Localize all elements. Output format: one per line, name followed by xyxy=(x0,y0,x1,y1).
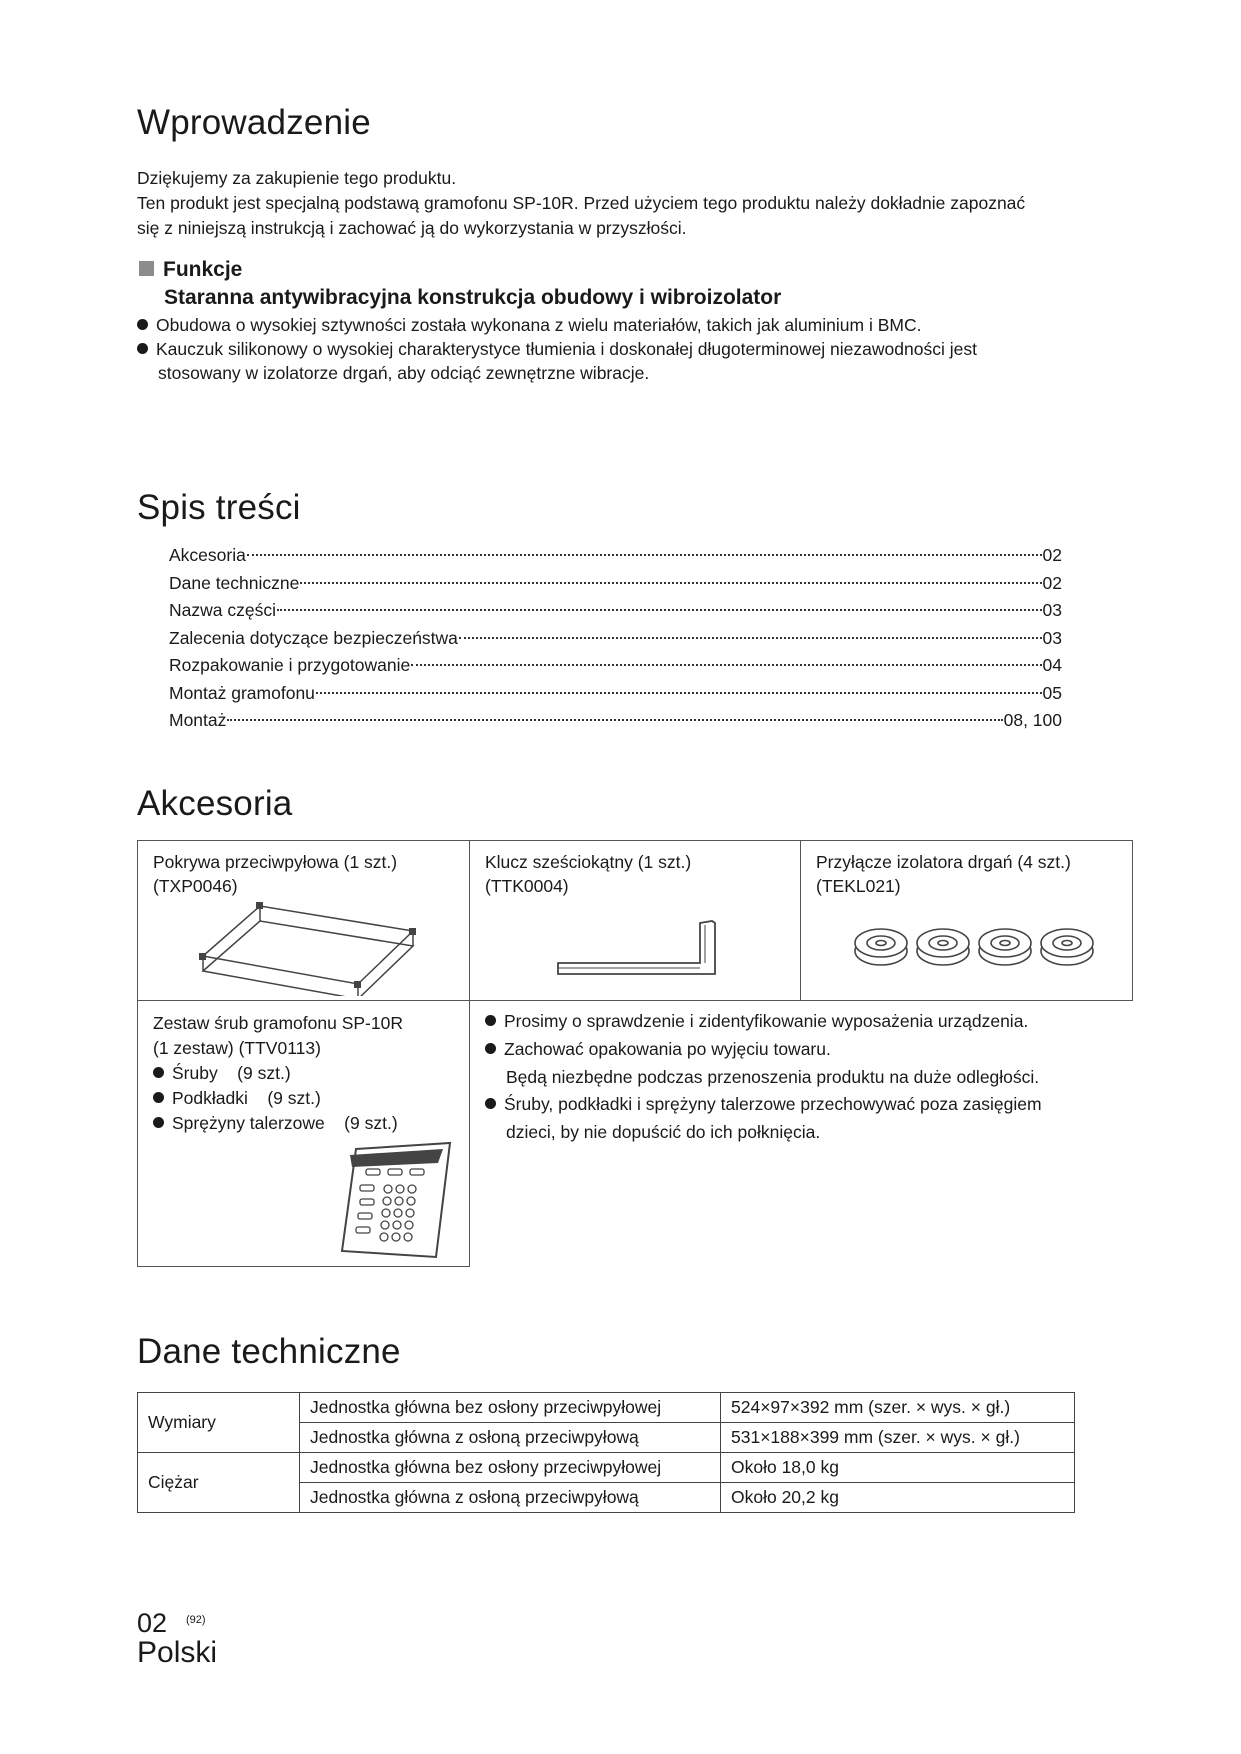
toc-list xyxy=(169,542,1062,735)
toc-item-label: Akcesoria xyxy=(169,545,246,565)
spec-value: 524×97×392 mm (szer. × wys. × gł.) xyxy=(721,1393,1075,1423)
intro-line-3: się z niniejszą instrukcją i zachować ją do wykorzystania w przyszłości. xyxy=(137,218,687,238)
toc-leader-dots xyxy=(277,609,1042,611)
toc-item-page: 03 xyxy=(1042,600,1062,620)
screw-set-item-springs xyxy=(153,1111,403,1136)
features-bullet-2-text: Kauczuk silikonowy o wysokiej charakterystyce tłumienia i doskonałej długoterminowej niezawodności jest xyxy=(156,339,977,359)
spec-desc: Jednostka główna z osłoną przeciwpyłową xyxy=(300,1423,721,1453)
toc-item xyxy=(169,680,1062,708)
washers-qty: (9 szt.) xyxy=(267,1088,321,1108)
features-heading xyxy=(139,258,242,282)
page-number: 02 xyxy=(137,1608,168,1638)
isolator-name: Przyłącze izolatora drgań (4 szt.) xyxy=(816,852,1071,872)
springs-label: Sprężyny talerzowe xyxy=(172,1113,325,1133)
accessories-title: Akcesoria xyxy=(137,784,293,823)
toc-item-page: 02 xyxy=(1042,545,1062,565)
features-bullet-2 xyxy=(137,337,977,361)
toc-item xyxy=(169,625,1062,653)
note-children xyxy=(485,1091,1042,1119)
note-children-cont: dzieci, by nie dopuścić do ich połknięcia. xyxy=(506,1122,821,1142)
features-bullet-1 xyxy=(137,313,921,337)
features-heading-text: Funkcje xyxy=(163,258,243,281)
toc-item-label: Zalecenia dotyczące bezpieczeństwa xyxy=(169,627,458,648)
note-1-text: Prosimy o sprawdzenie i zidentyfikowanie wyposażenia urządzenia. xyxy=(504,1011,1029,1031)
toc-item-page: 02 xyxy=(1042,572,1062,593)
specs-title: Dane techniczne xyxy=(137,1332,401,1371)
toc-leader-dots xyxy=(316,692,1042,694)
washers-label: Podkładki xyxy=(172,1088,248,1108)
specs-table xyxy=(137,1392,1075,1513)
dust-cover-code: (TXP0046) xyxy=(153,876,238,896)
toc-title: Spis treści xyxy=(137,488,301,527)
bullet-icon xyxy=(485,1015,496,1026)
note-2-text: Zachować opakowania po wyjęciu towaru. xyxy=(504,1039,831,1059)
dust-cover-name: Pokrywa przeciwpyłowa (1 szt.) xyxy=(153,852,398,872)
hex-key-illustration xyxy=(555,919,735,984)
accessory-isolator xyxy=(800,840,1133,1001)
spec-desc: Jednostka główna bez osłony przeciwpyłowej xyxy=(300,1453,721,1483)
screw-set-item-screws xyxy=(153,1061,403,1086)
toc-item-label: Rozpakowanie i przygotowanie xyxy=(169,655,411,675)
toc-item-page: 03 xyxy=(1042,627,1062,648)
toc-item-label: Dane techniczne xyxy=(169,572,300,593)
toc-item xyxy=(169,542,1062,570)
toc-item-page: 05 xyxy=(1042,682,1062,703)
intro-title: Wprowadzenie xyxy=(137,103,371,142)
table-row xyxy=(138,1393,1075,1423)
dust-cover-illustration xyxy=(198,901,418,996)
screw-set-illustration xyxy=(338,1141,453,1259)
language-label: Polski xyxy=(137,1636,218,1669)
bullet-icon xyxy=(485,1098,496,1109)
toc-item-label: Nazwa części xyxy=(169,600,276,620)
toc-item xyxy=(169,597,1062,625)
intro-line-2: Ten produkt jest specjalną podstawą gramofonu SP-10R. Przed użyciem tego produktu należy dokładnie zapoznać xyxy=(137,193,1026,213)
features-bullet-1-text: Obudowa o wysokiej sztywności została wykonana z wielu materiałów, takich jak aluminium i BMC. xyxy=(156,315,922,335)
features-subheading: Staranna antywibracyjna konstrukcja obudowy i wibroizolator xyxy=(164,286,782,309)
note-check-equipment xyxy=(485,1008,1028,1036)
toc-leader-dots xyxy=(459,637,1042,639)
spec-value: 531×188×399 mm (szer. × wys. × gł.) xyxy=(721,1423,1075,1453)
toc-item-label: Montaż gramofonu xyxy=(169,682,315,703)
toc-leader-dots xyxy=(227,719,1002,721)
toc-leader-dots xyxy=(247,554,1042,556)
bullet-icon xyxy=(137,319,148,330)
screw-set-code: (1 zestaw) (TTV0113) xyxy=(153,1038,321,1058)
square-bullet-icon xyxy=(139,261,154,276)
isolator-illustration xyxy=(851,919,1101,974)
spec-desc: Jednostka główna z osłoną przeciwpyłową xyxy=(300,1483,721,1513)
toc-item xyxy=(169,652,1062,680)
screw-set-name: Zestaw śrub gramofonu SP-10R xyxy=(153,1013,403,1033)
page-sub-number: (92) xyxy=(186,1614,206,1626)
toc-item-page: 08, 100 xyxy=(1003,710,1062,730)
springs-qty: (9 szt.) xyxy=(344,1113,398,1133)
toc-item-label: Montaż xyxy=(169,710,227,730)
note-3-text: Śruby, podkładki i sprężyny talerzowe przechowywać poza zasięgiem xyxy=(504,1094,1042,1114)
accessory-dust-cover xyxy=(137,840,470,1001)
intro-line-1: Dziękujemy za zakupienie tego produktu. xyxy=(137,168,457,188)
isolator-code: (TEKL021) xyxy=(816,876,901,896)
screw-set-item-washers xyxy=(153,1086,403,1111)
note-keep-packaging xyxy=(485,1036,831,1064)
hex-key-name: Klucz sześciokątny (1 szt.) xyxy=(485,852,692,872)
spec-value: Około 18,0 kg xyxy=(721,1453,1075,1483)
note-keep-packaging-cont: Będą niezbędne podczas przenoszenia produktu na duże odległości. xyxy=(506,1067,1040,1087)
bullet-icon xyxy=(485,1043,496,1054)
screws-label: Śruby xyxy=(172,1063,218,1083)
table-row xyxy=(138,1453,1075,1483)
screws-qty: (9 szt.) xyxy=(237,1063,291,1083)
bullet-icon xyxy=(137,343,148,354)
toc-item-page: 04 xyxy=(1042,655,1062,675)
toc-item xyxy=(169,570,1062,598)
accessory-screw-set xyxy=(137,1000,470,1267)
toc-leader-dots xyxy=(300,582,1041,584)
dimensions-label: Wymiary xyxy=(138,1393,300,1453)
bullet-icon xyxy=(153,1117,164,1128)
toc-leader-dots xyxy=(411,664,1041,666)
hex-key-code: (TTK0004) xyxy=(485,876,569,896)
accessory-hex-key xyxy=(469,840,801,1001)
bullet-icon xyxy=(153,1092,164,1103)
bullet-icon xyxy=(153,1067,164,1078)
spec-value: Około 20,2 kg xyxy=(721,1483,1075,1513)
spec-desc: Jednostka główna bez osłony przeciwpyłowej xyxy=(300,1393,721,1423)
toc-item xyxy=(169,707,1062,735)
weight-label: Ciężar xyxy=(138,1453,300,1513)
features-bullet-2-cont: stosowany w izolatorze drgań, aby odciąć zewnętrzne wibracje. xyxy=(158,363,650,383)
